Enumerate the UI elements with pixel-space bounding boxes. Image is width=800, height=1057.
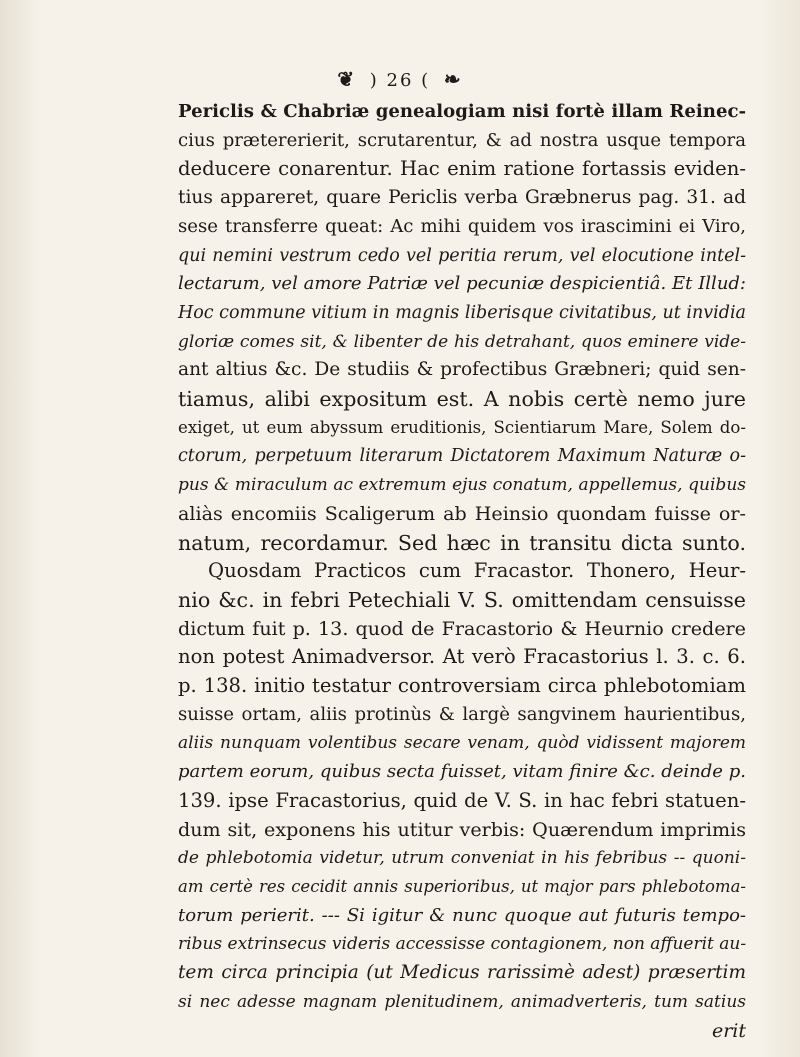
- text-line: tius appareret, quare Periclis verba Græbnerus pag. 31. ad: [178, 187, 746, 209]
- catchword: erit: [711, 1019, 746, 1042]
- text-line: deducere conarentur. Hac enim ratione fortassis eviden-: [178, 157, 746, 181]
- text-line: tem circa principia (ut Medicus rarissimè adest) præsertim: [178, 962, 746, 984]
- text-line: sese transferre queat: Ac mihi quidem vos irascimini ei Viro,: [178, 215, 746, 237]
- text-line: si nec adesse magnam plenitudinem, animadverteris, tum satius: [178, 991, 746, 1012]
- text-line: aliis nunquam volentibus secare venam, quòd vidissent majorem: [178, 733, 746, 754]
- text-line: torum perierit. --- Si igitur & nunc quoque aut futuris tempo-: [178, 904, 746, 926]
- text-line: partem eorum, quibus secta fuisset, vitam finire &c. deinde p.: [178, 761, 746, 783]
- text-line: pus & miraculum ac extremum ejus conatum, appellemus, quibus: [178, 475, 746, 496]
- text-line: de phlebotomia videtur, utrum conveniat in his febribus -- quoni-: [178, 848, 746, 869]
- text-line: ant altius &c. De studiis & profectibus Græbneri; quid sen-: [178, 359, 746, 381]
- page-header: [0, 66, 800, 92]
- text-line: tiamus, alibi expositum est. A nobis certè nemo jure: [178, 387, 746, 412]
- text-line: lectarum, vel amore Patriæ vel pecuniæ despicientiâ. Et Illud:: [178, 273, 746, 295]
- text-line: non potest Animadversor. At verò Fracastorius l. 3. c. 6.: [178, 645, 746, 669]
- text-line: cius prætererierit, scrutarentur, & ad nostra usque tempora: [178, 129, 746, 151]
- text-line: aliàs encomiis Scaligerum ab Heinsio quondam fuisse or-: [178, 501, 746, 525]
- text-line: qui nemini vestrum cedo vel peritia rerum, vel elocutione intel-: [178, 245, 746, 266]
- text-line: exiget, ut eum abyssum eruditionis, Scientiarum Mare, Solem do-: [178, 417, 746, 437]
- text-line: dictum fuit p. 13. quod de Fracastorio & Heurnio credere: [178, 616, 746, 640]
- right-ornament: ❧: [443, 67, 463, 91]
- text-line: Quosdam Practicos cum Fracastor. Thonero, Heur-: [208, 559, 746, 583]
- text-line: p. 138. initio testatur controversiam circa phlebotomiam: [178, 674, 746, 698]
- text-line: gloriæ comes sit, & libenter de his detrahant, quos eminere vide-: [178, 331, 746, 352]
- text-line: dum sit, exponens his utitur verbis: Quærendum imprimis: [178, 817, 746, 841]
- text-line: suisse ortam, aliis protinùs & largè sangvinem haurientibus,: [178, 703, 746, 725]
- text-line: 139. ipse Fracastorius, quid de V. S. in hac febri statuen-: [178, 788, 746, 812]
- text-line: Periclis & Chabriæ genealogiam nisi fortè illam Reinec-: [178, 101, 746, 122]
- text-line: natum, recordamur. Sed hæc in transitu dicta sunto.: [178, 530, 746, 555]
- text-line: ctorum, perpetuum literarum Dictatorem Maximum Naturæ o-: [178, 446, 746, 467]
- body-text: [178, 98, 746, 1045]
- text-line: nio &c. in febri Petechiali V. S. omittendam censuisse: [178, 587, 746, 612]
- text-line: ribus extrinsecus videris accessisse contagionem, non affuerit au-: [178, 934, 747, 955]
- left-ornament: ❦: [337, 67, 357, 91]
- page-number: ) 26 (: [369, 70, 431, 91]
- text-line: am certè res cecidit annis superioribus, ut major pars phlebotoma-: [178, 876, 746, 896]
- text-line: Hoc commune vitium in magnis liberisque civitatibus, ut invidia: [178, 302, 746, 323]
